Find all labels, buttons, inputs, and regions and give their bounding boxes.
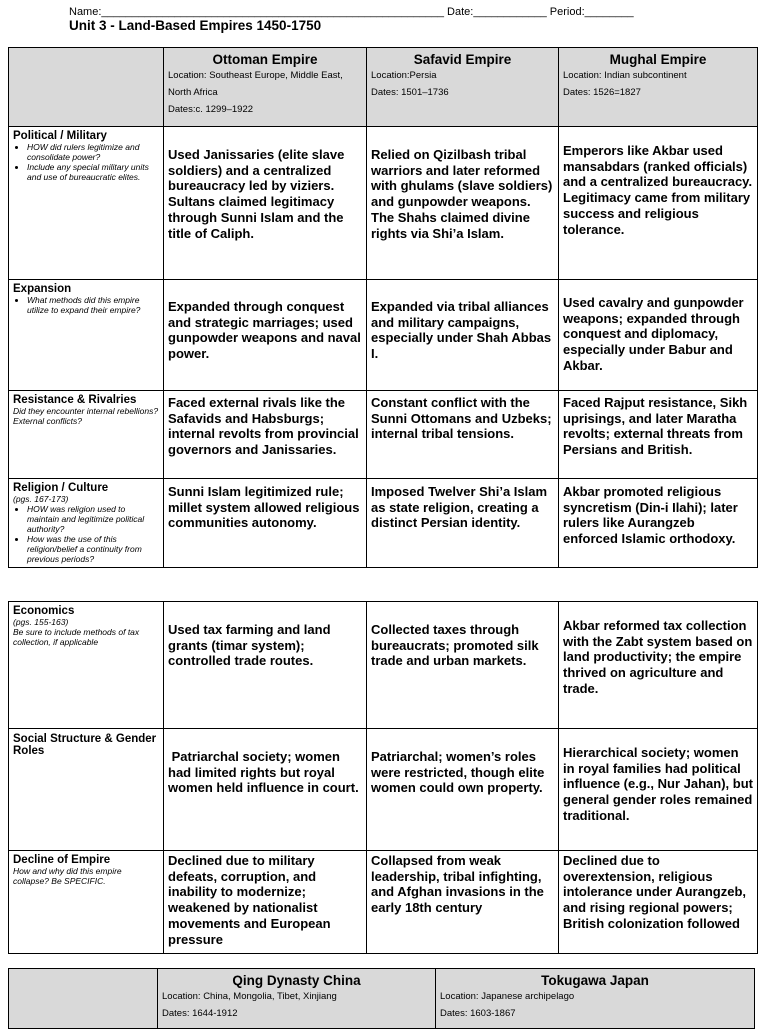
answer-text: Akbar reformed tax collection with the Zabt system based on land productivity; the empire thrived on agriculture and trade. bbox=[563, 618, 753, 696]
answer-cell[interactable] bbox=[559, 127, 758, 280]
answer-text: Used cavalry and gunpowder weapons; expanded through conquest and diplomacy, especially under Babur and Akbar. bbox=[563, 295, 744, 373]
row-pages: (pgs. 167-173) bbox=[13, 494, 69, 504]
worksheet-title: Unit 3 - Land-Based Empires 1450-1750 bbox=[69, 18, 322, 33]
empire-name: Mughal Empire bbox=[609, 52, 707, 67]
row-label-resistance-rivalries bbox=[9, 391, 164, 479]
answer-cell[interactable] bbox=[367, 851, 559, 954]
answer-text: Expanded through conquest and strategic marriages; used gunpowder weapons and naval power. bbox=[168, 299, 361, 362]
row-title: Political / Military bbox=[13, 130, 107, 142]
empire-location: Location:Persia bbox=[371, 70, 437, 81]
row-prompts bbox=[13, 295, 159, 315]
answer-cell[interactable] bbox=[559, 602, 758, 729]
row-label-expansion bbox=[9, 280, 164, 391]
empire-location-cont: North Africa bbox=[168, 87, 218, 98]
answer-text: Emperors like Akbar used mansabdars (ranked officials) and a centralized bureaucracy. Legitimacy came from military success and religious tolerance. bbox=[563, 143, 753, 237]
corner-cell bbox=[9, 969, 158, 1029]
answer-text: Faced Rajput resistance, Sikh uprisings, and later Maratha revolts; external threats from Persians and British. bbox=[563, 395, 748, 458]
answer-text: Used tax farming and land grants (timar system); controlled trade routes. bbox=[168, 622, 331, 669]
answer-text: Expanded via tribal alliances and military campaigns, especially under Shah Abbas I. bbox=[371, 299, 552, 362]
answer-cell[interactable] bbox=[559, 280, 758, 391]
answer-text: Patriarchal; women’s roles were restricted, though elite women could own property. bbox=[371, 749, 545, 796]
column-header-qing bbox=[158, 969, 436, 1029]
answer-cell[interactable] bbox=[164, 391, 367, 479]
answer-text: Used Janissaries (elite slave soldiers) and a centralized bureaucracy led by viziers. Sultans claimed legitimacy through Sunni Islam and the title of Caliph. bbox=[168, 147, 345, 241]
answer-text: Akbar promoted religious syncretism (Din-i Ilahi); later rulers like Aurangzeb enforced Islamic orthodoxy. bbox=[563, 484, 738, 547]
row-title: Expansion bbox=[13, 283, 72, 295]
row-prompts bbox=[13, 504, 159, 564]
row-title: Religion / Culture bbox=[13, 482, 109, 494]
answer-cell[interactable] bbox=[164, 602, 367, 729]
answer-text: Collapsed from weak leadership, tribal infighting, and Afghan invasions in the early 18th century bbox=[371, 853, 544, 916]
answer-cell[interactable] bbox=[164, 851, 367, 954]
answer-cell[interactable] bbox=[559, 729, 758, 851]
answer-cell[interactable] bbox=[164, 280, 367, 391]
answer-text: Collected taxes through bureaucrats; promoted silk trade and urban markets. bbox=[371, 622, 539, 669]
row-pages: (pgs. 155-163) bbox=[13, 617, 69, 627]
row-prompt: • What methods did this empire utilize to expand their empire? bbox=[27, 295, 159, 315]
answer-cell[interactable] bbox=[164, 479, 367, 568]
answer-cell[interactable] bbox=[559, 479, 758, 568]
row-prompt: Be sure to include methods of tax collection, if applicable bbox=[13, 627, 140, 647]
column-header-tokugawa bbox=[436, 969, 755, 1029]
empire-location: Location: Indian subcontinent bbox=[563, 70, 687, 81]
column-header-ottoman bbox=[164, 48, 367, 127]
row-prompt: • HOW was religion used to maintain and legitimize political authority? bbox=[27, 504, 159, 534]
answer-text: Imposed Twelver Shi’a Islam as state religion, creating a distinct Persian identity. bbox=[371, 484, 548, 531]
empire-dates: Dates: 1526=1827 bbox=[563, 87, 641, 98]
answer-text: Patriarchal society; women had limited rights but royal women held influence in court. bbox=[168, 749, 359, 796]
answer-text: Hierarchical society; women in royal families had political influence (e.g., Nur Jahan), but general gender roles remained traditional. bbox=[563, 745, 753, 823]
row-label-economics bbox=[9, 602, 164, 729]
row-title: Resistance & Rivalries bbox=[13, 394, 137, 406]
row-prompt: • How was the use of this religion/belief a continuity from previous periods? bbox=[27, 534, 159, 564]
answer-text: Sunni Islam legitimized rule; millet system allowed religious communities autonomy. bbox=[168, 484, 360, 531]
empire-dates: Dates: 1603-1867 bbox=[440, 1008, 516, 1019]
answer-text: Constant conflict with the Sunni Ottomans and Uzbeks; internal tribal tensions. bbox=[371, 395, 552, 442]
empire-location: Location: China, Mongolia, Tibet, Xinjiang bbox=[162, 991, 337, 1002]
empire-location: Location: Japanese archipelago bbox=[440, 991, 575, 1002]
row-label-political-military bbox=[9, 127, 164, 280]
empire-dates: Dates:c. 1299–1922 bbox=[168, 104, 254, 115]
answer-cell[interactable] bbox=[367, 280, 559, 391]
row-label-religion-culture bbox=[9, 479, 164, 568]
row-prompt: • Include any special military units and use of bureaucratic elites. bbox=[27, 162, 159, 182]
answer-text: Declined due to overextension, religious intolerance under Aurangzeb, and rising regional powers; British colonization followed bbox=[563, 853, 746, 931]
row-prompts bbox=[13, 142, 159, 182]
answer-cell[interactable] bbox=[367, 127, 559, 280]
empire-dates: Dates: 1644-1912 bbox=[162, 1008, 238, 1019]
column-header-safavid bbox=[367, 48, 559, 127]
row-label-social-structure bbox=[9, 729, 164, 851]
row-label-decline bbox=[9, 851, 164, 954]
empire-name: Safavid Empire bbox=[413, 52, 512, 67]
empire-dates: Dates: 1501–1736 bbox=[371, 87, 449, 98]
answer-cell[interactable] bbox=[164, 127, 367, 280]
answer-cell[interactable] bbox=[164, 729, 367, 851]
answer-text: Relied on Qizilbash tribal warriors and later reformed with ghulams (slave soldiers) and gunpowder weapons. The Shahs claimed divine rights via Shi’a Islam. bbox=[371, 147, 553, 241]
empire-name: Qing Dynasty China bbox=[232, 973, 361, 988]
row-prompt: Did they encounter internal rebellions? External conflicts? bbox=[13, 406, 159, 426]
answer-cell[interactable] bbox=[367, 729, 559, 851]
answer-cell[interactable] bbox=[559, 391, 758, 479]
column-header-mughal bbox=[559, 48, 758, 127]
answer-cell[interactable] bbox=[559, 851, 758, 954]
row-title: Economics bbox=[13, 605, 75, 617]
row-title: Decline of Empire bbox=[13, 854, 111, 866]
empires-table-part-3 bbox=[8, 968, 755, 1029]
empires-table-part-1 bbox=[8, 47, 758, 568]
row-title: Social Structure & Gender Roles bbox=[13, 733, 157, 757]
row-prompt: • HOW did rulers legitimize and consolidate power? bbox=[27, 142, 159, 162]
empire-location: Location: Southeast Europe, Middle East, bbox=[168, 70, 343, 81]
answer-cell[interactable] bbox=[367, 479, 559, 568]
answer-cell[interactable] bbox=[367, 602, 559, 729]
answer-cell[interactable] bbox=[367, 391, 559, 479]
empire-name: Tokugawa Japan bbox=[541, 973, 649, 988]
row-prompt: How and why did this empire collapse? Be SPECIFIC. bbox=[13, 866, 122, 886]
empire-name: Ottoman Empire bbox=[212, 52, 318, 67]
header-name-date-period-line: Name:________________________________________________________ Date:____________ Period:________ bbox=[69, 6, 634, 18]
answer-text: Declined due to military defeats, corruption, and inability to modernize; weakened by nationalist movements and European pressure bbox=[168, 853, 331, 947]
corner-cell bbox=[9, 48, 164, 127]
empires-table-part-2 bbox=[8, 601, 758, 954]
answer-text: Faced external rivals like the Safavids and Habsburgs; internal revolts from provincial governors and Janissaries. bbox=[168, 395, 359, 458]
